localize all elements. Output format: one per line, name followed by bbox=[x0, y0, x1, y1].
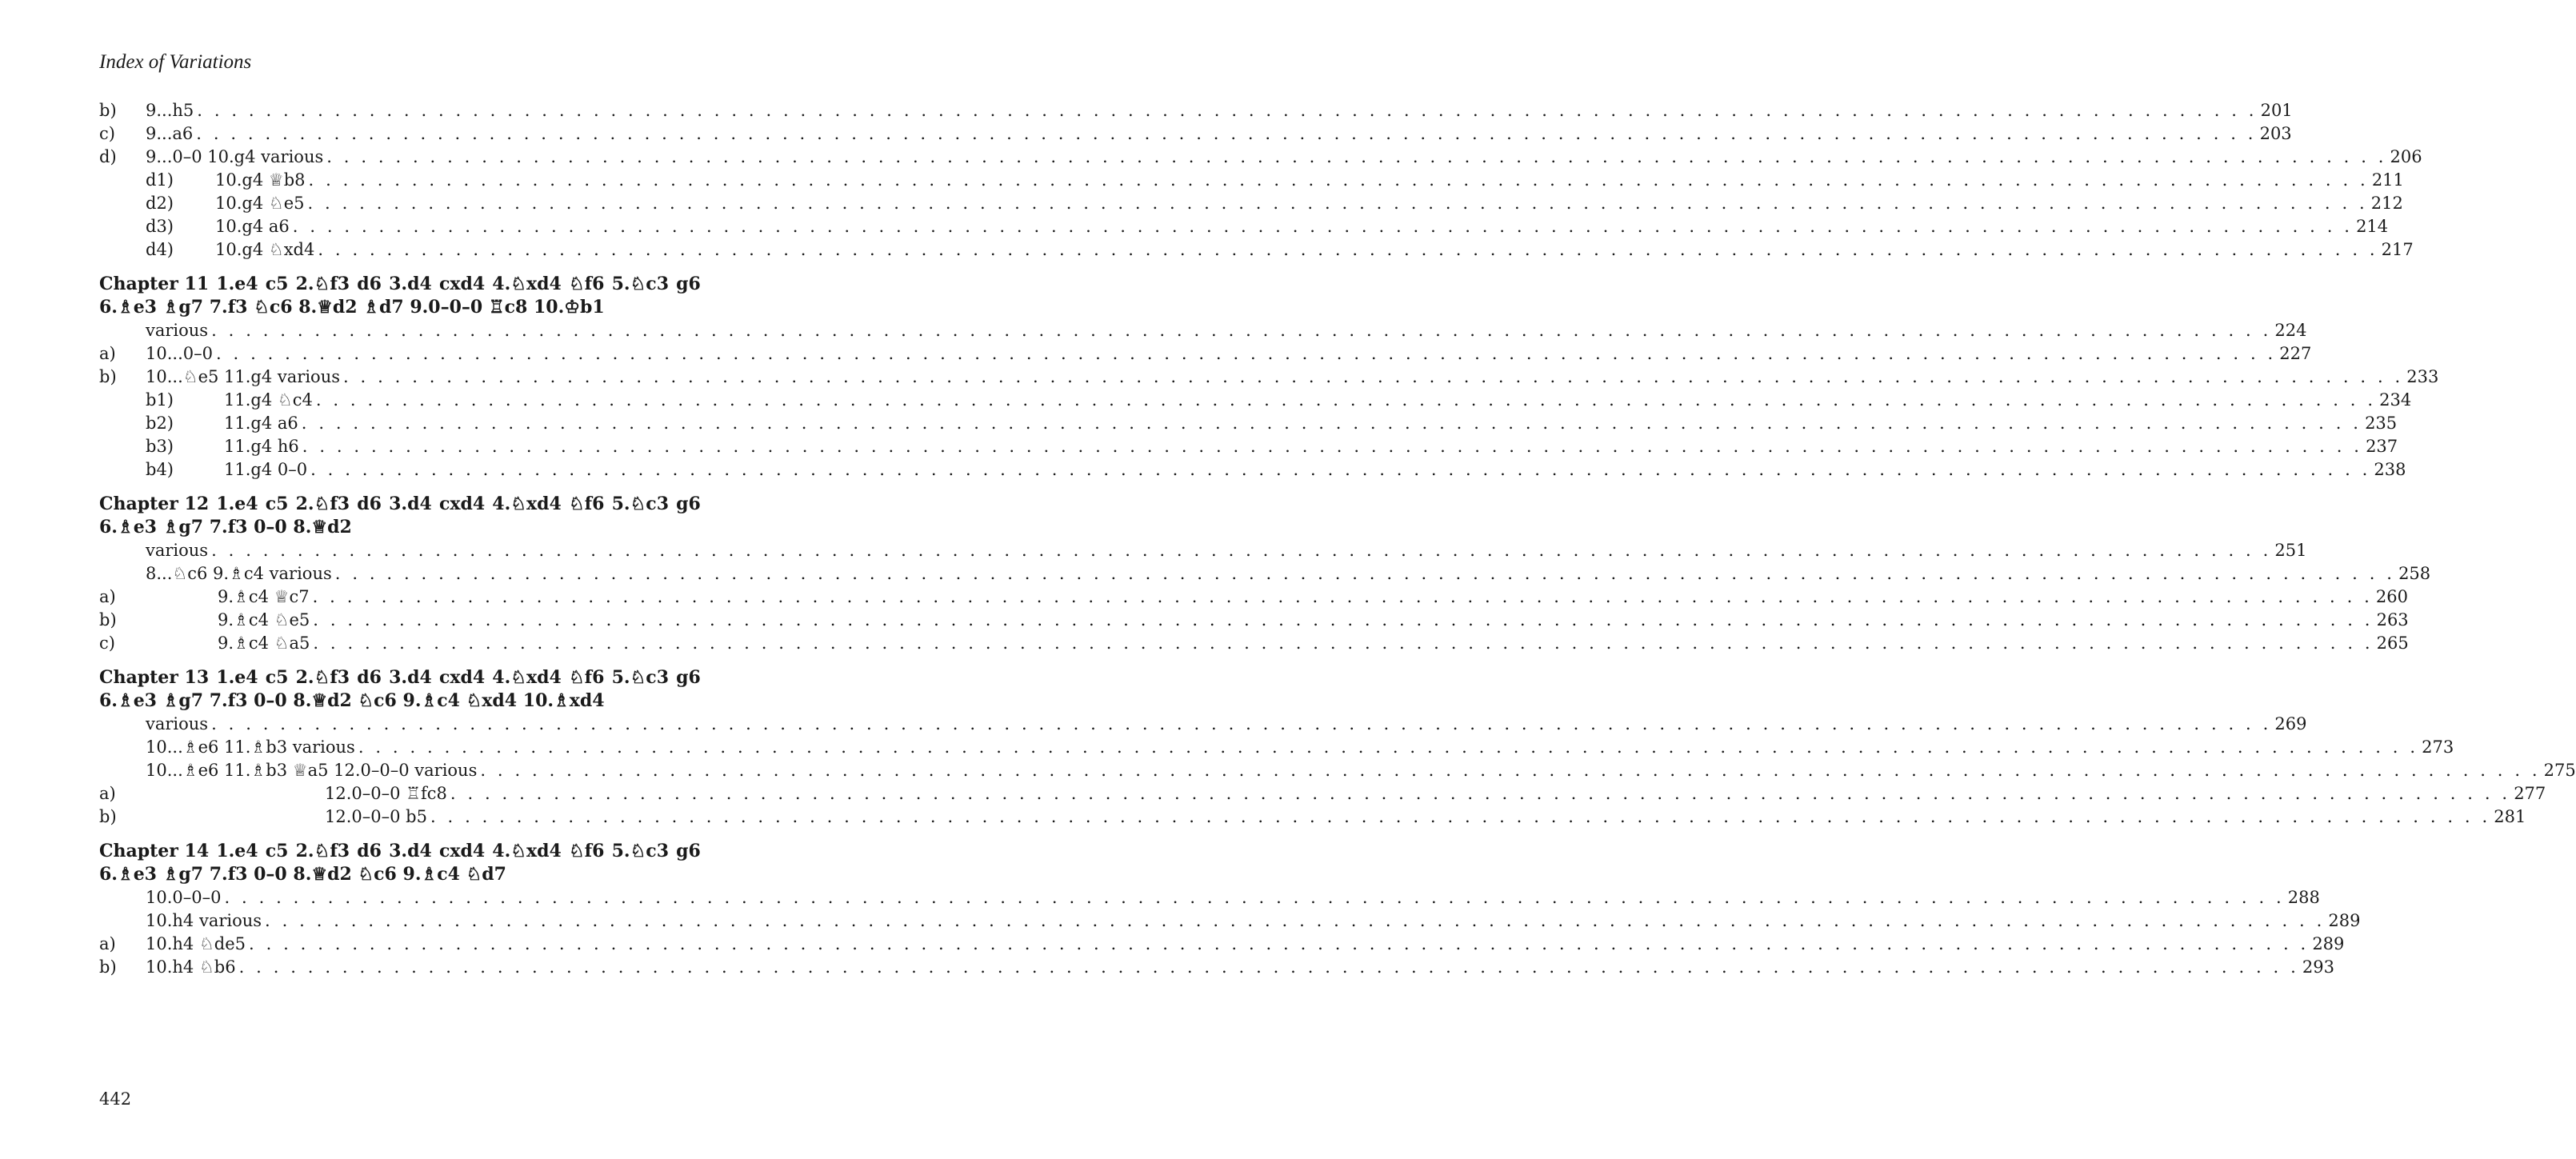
dot-leader: . . . . . . . . . . . . . . . . . . . . . . . . . . . . . . . . . . . . . . . . . . . . . . . . . . . . . . . . . . . . . . . . . . . . . . . . . . . . . . . . . . . . . . . . . . . . . . . . . . . . . . . . . . . . . . . . . . . . . . . . bbox=[358, 737, 2419, 757]
variation-label: b4) bbox=[146, 460, 174, 479]
variation-page-number: 234 bbox=[2376, 389, 2411, 412]
dot-leader: . . . . . . . . . . . . . . . . . . . . . . . . . . . . . . . . . . . . . . . . . . . . . . . . . . . . . . . . . . . . . . . . . . . . . . . . . . . . . . . . . . . . . . . . . . . . . . . . . . . . . . . . . . . . . . . . . . . . . . . . bbox=[310, 460, 2371, 479]
dot-leader: . . . . . . . . . . . . . . . . . . . . . . . . . . . . . . . . . . . . . . . . . . . . . . . . . . . . . . . . . . . . . . . . . . . . . . . . . . . . . . . . . . . . . . . . . . . . . . . . . . . . . . . . . . . . . . . . . . . . . . . . bbox=[430, 807, 2491, 826]
variation-page-number: 211 bbox=[2369, 169, 2404, 192]
variation-entry bbox=[99, 782, 2546, 805]
chapter-move-token: cxd4 bbox=[438, 494, 486, 514]
variation-page-number: 269 bbox=[2271, 713, 2306, 736]
chapter-heading bbox=[99, 840, 701, 886]
variation-line bbox=[146, 366, 2439, 389]
variation-moves: 11.g4 0–0 bbox=[224, 458, 310, 482]
variation-line bbox=[224, 458, 2406, 482]
chapter-heading-line-1 bbox=[99, 666, 701, 689]
dot-leader: . . . . . . . . . . . . . . . . . . . . . . . . . . . . . . . . . . . . . . . . . . . . . . . . . . . . . . . . . . . . . . . . . . . . . . . . . . . . . . . . . . . . . . . . . . . . . . . . . . . . . . . . . . . . . . . . . . . . . . . . bbox=[343, 367, 2404, 386]
chapter-heading bbox=[99, 273, 701, 319]
chapter-move-token: g6 bbox=[676, 841, 701, 861]
variation-page-number: 206 bbox=[2387, 146, 2422, 169]
variation-label: b) bbox=[99, 101, 117, 120]
variation-entry bbox=[99, 238, 2414, 262]
chapter-move-token: 5.♘c3 bbox=[611, 274, 670, 294]
dot-leader: . . . . . . . . . . . . . . . . . . . . . . . . . . . . . . . . . . . . . . . . . . . . . . . . . . . . . . . . . . . . . . . . . . . . . . . . . . . . . . . . . . . . . . . . . . . . . . . . . . . . . . . . . . . . . . . . . . . . . . . . bbox=[211, 714, 2272, 733]
chapter-move-token: 4.♘xd4 bbox=[492, 667, 562, 688]
dot-leader: . . . . . . . . . . . . . . . . . . . . . . . . . . . . . . . . . . . . . . . . . . . . . . . . . . . . . . . . . . . . . . . . . . . . . . . . . . . . . . . . . . . . . . . . . . . . . . . . . . . . . . . . . . . . . . . . . . . . . . . . bbox=[265, 911, 2326, 930]
variation-moves: 9...0–0 10.g4 various bbox=[146, 146, 326, 169]
variation-entry bbox=[99, 805, 2526, 829]
variation-entry bbox=[99, 933, 2345, 956]
variation-line bbox=[146, 99, 2293, 122]
chapter-heading-line-1 bbox=[99, 840, 701, 863]
variation-label: b) bbox=[99, 367, 117, 386]
chapter-move-token: 1.e4 bbox=[216, 494, 258, 514]
variation-label: a) bbox=[99, 784, 116, 803]
variation-entry bbox=[99, 146, 2422, 169]
chapter-move-token: ♘f6 bbox=[568, 274, 605, 294]
chapter-number: Chapter 12 bbox=[99, 494, 210, 514]
variation-moves: 10.g4 ♘e5 bbox=[215, 192, 308, 215]
variation-label: d1) bbox=[146, 170, 174, 190]
variation-moves: 9.♗c4 ♘e5 bbox=[218, 609, 313, 632]
chapter-move-token: 1.e4 bbox=[216, 274, 258, 294]
variation-moves: 9...a6 bbox=[146, 122, 196, 146]
index-of-variations-list bbox=[99, 99, 2576, 979]
variation-entry bbox=[99, 435, 2398, 458]
dot-leader: . . . . . . . . . . . . . . . . . . . . . . . . . . . . . . . . . . . . . . . . . . . . . . . . . . . . . . . . . . . . . . . . . . . . . . . . . . . . . . . . . . . . . . . . . . . . . . . . . . . . . . . . . . . . . . . . . . . . . . . . bbox=[215, 344, 2277, 363]
variation-moves: 10.g4 a6 bbox=[215, 215, 293, 238]
chapter-move-token: 1.e4 bbox=[216, 841, 258, 861]
variation-moves: 9...h5 bbox=[146, 99, 197, 122]
running-header: Index of Variations bbox=[99, 51, 252, 73]
variation-line bbox=[325, 782, 2546, 805]
variation-moves: various bbox=[146, 713, 211, 736]
dot-leader: . . . . . . . . . . . . . . . . . . . . . . . . . . . . . . . . . . . . . . . . . . . . . . . . . . . . . . . . . . . . . . . . . . . . . . . . . . . . . . . . . . . . . . . . . . . . . . . . . . . . . . . . . . . . . . . . . . . . . . . . bbox=[307, 194, 2368, 213]
variation-label: b) bbox=[99, 957, 117, 977]
variation-line bbox=[146, 736, 2454, 759]
variation-entry bbox=[99, 342, 2312, 366]
variation-entry bbox=[99, 539, 2307, 562]
variation-entry bbox=[99, 319, 2307, 342]
variation-moves: 10...♗e6 11.♗b3 ♕a5 12.0–0–0 various bbox=[146, 759, 480, 782]
variation-line bbox=[215, 169, 2404, 192]
variation-line bbox=[146, 713, 2307, 736]
variation-page-number: 238 bbox=[2370, 458, 2406, 482]
variation-page-number: 203 bbox=[2257, 122, 2292, 146]
variation-page-number: 263 bbox=[2374, 609, 2409, 632]
variation-entry bbox=[99, 562, 2431, 585]
variation-page-number: 224 bbox=[2271, 319, 2306, 342]
chapter-heading-line-2: 6.♗e3 ♗g7 7.f3 0–0 8.♕d2 ♘c6 9.♗c4 ♘xd4 10.♗xd4 bbox=[99, 690, 605, 711]
section-gap bbox=[99, 482, 701, 493]
variation-line bbox=[215, 215, 2389, 238]
variation-moves: various bbox=[146, 319, 211, 342]
variation-moves: various bbox=[146, 539, 211, 562]
variation-line bbox=[218, 585, 2408, 609]
variation-entry bbox=[99, 122, 2292, 146]
variation-line bbox=[224, 389, 2412, 412]
variation-moves: 10.g4 ♕b8 bbox=[215, 169, 309, 192]
chapter-heading-line-2: 6.♗e3 ♗g7 7.f3 0–0 8.♕d2 ♘c6 9.♗c4 ♘d7 bbox=[99, 864, 506, 885]
dot-leader: . . . . . . . . . . . . . . . . . . . . . . . . . . . . . . . . . . . . . . . . . . . . . . . . . . . . . . . . . . . . . . . . . . . . . . . . . . . . . . . . . . . . . . . . . . . . . . . . . . . . . . . . . . . . . . . . . . . . . . . . bbox=[313, 633, 2374, 653]
variation-line bbox=[146, 909, 2361, 933]
chapter-move-token: c5 bbox=[265, 667, 289, 688]
chapter-number: Chapter 11 bbox=[99, 274, 210, 294]
chapter-move-token: 5.♘c3 bbox=[611, 494, 670, 514]
chapter-number: Chapter 13 bbox=[99, 667, 210, 688]
chapter-move-token: 5.♘c3 bbox=[611, 841, 670, 861]
variation-label: c) bbox=[99, 124, 115, 143]
variation-entry bbox=[99, 713, 2307, 736]
variation-label: b1) bbox=[146, 390, 174, 410]
variation-line bbox=[146, 342, 2312, 366]
chapter-heading-line-1 bbox=[99, 493, 701, 516]
chapter-move-token: 1.e4 bbox=[216, 667, 258, 688]
chapter-move-token: ♘f6 bbox=[568, 667, 605, 688]
variation-label: d) bbox=[99, 147, 117, 166]
page-number: 442 bbox=[99, 1089, 132, 1109]
chapter-move-token: d6 bbox=[357, 494, 382, 514]
variation-entry bbox=[99, 458, 2406, 482]
variation-entry bbox=[99, 909, 2361, 933]
variation-entry bbox=[99, 609, 2409, 632]
variation-label: d2) bbox=[146, 194, 174, 213]
variation-label: c) bbox=[99, 633, 115, 653]
variation-entry bbox=[99, 886, 2320, 909]
variation-moves: 11.g4 ♘c4 bbox=[224, 389, 316, 412]
variation-line bbox=[146, 886, 2320, 909]
variation-entry bbox=[99, 99, 2293, 122]
chapter-move-token: g6 bbox=[676, 274, 701, 294]
variation-page-number: 289 bbox=[2309, 933, 2344, 956]
variation-label: a) bbox=[99, 587, 116, 606]
variation-moves: 12.0–0–0 ♖fc8 bbox=[325, 782, 450, 805]
dot-leader: . . . . . . . . . . . . . . . . . . . . . . . . . . . . . . . . . . . . . . . . . . . . . . . . . . . . . . . . . . . . . . . . . . . . . . . . . . . . . . . . . . . . . . . . . . . . . . . . . . . . . . . . . . . . . . . . . . . . . . . . bbox=[196, 124, 2257, 143]
chapter-move-token: g6 bbox=[676, 494, 701, 514]
section-gap bbox=[99, 829, 701, 840]
variation-moves: 11.g4 h6 bbox=[224, 435, 302, 458]
chapter-move-token: 3.d4 bbox=[389, 274, 432, 294]
chapter-move-token: cxd4 bbox=[438, 274, 486, 294]
variation-page-number: 235 bbox=[2362, 412, 2397, 435]
variation-moves: 10.g4 ♘xd4 bbox=[215, 238, 318, 262]
variation-entry bbox=[99, 956, 2334, 979]
dot-leader: . . . . . . . . . . . . . . . . . . . . . . . . . . . . . . . . . . . . . . . . . . . . . . . . . . . . . . . . . . . . . . . . . . . . . . . . . . . . . . . . . . . . . . . . . . . . . . . . . . . . . . . . . . . . . . . . . . . . . . . . bbox=[312, 587, 2373, 606]
chapter-move-token: d6 bbox=[357, 667, 382, 688]
variation-moves: 10.h4 ♘de5 bbox=[146, 933, 249, 956]
variation-moves: 8...♘c6 9.♗c4 various bbox=[146, 562, 335, 585]
variation-page-number: 201 bbox=[2258, 99, 2293, 122]
variation-entry bbox=[99, 759, 2576, 782]
variation-page-number: 273 bbox=[2418, 736, 2454, 759]
dot-leader: . . . . . . . . . . . . . . . . . . . . . . . . . . . . . . . . . . . . . . . . . . . . . . . . . . . . . . . . . . . . . . . . . . . . . . . . . . . . . . . . . . . . . . . . . . . . . . . . . . . . . . . . . . . . . . . . . . . . . . . . bbox=[318, 240, 2378, 259]
variation-label: b) bbox=[99, 807, 117, 826]
variation-page-number: 281 bbox=[2490, 805, 2526, 829]
variation-label: b) bbox=[99, 610, 117, 629]
variation-line bbox=[146, 539, 2307, 562]
dot-leader: . . . . . . . . . . . . . . . . . . . . . . . . . . . . . . . . . . . . . . . . . . . . . . . . . . . . . . . . . . . . . . . . . . . . . . . . . . . . . . . . . . . . . . . . . . . . . . . . . . . . . . . . . . . . . . . . . . . . . . . . bbox=[197, 101, 2258, 120]
dot-leader: . . . . . . . . . . . . . . . . . . . . . . . . . . . . . . . . . . . . . . . . . . . . . . . . . . . . . . . . . . . . . . . . . . . . . . . . . . . . . . . . . . . . . . . . . . . . . . . . . . . . . . . . . . . . . . . . . . . . . . . . bbox=[326, 147, 2387, 166]
chapter-move-token: 4.♘xd4 bbox=[492, 274, 562, 294]
variation-entry bbox=[99, 412, 2398, 435]
variation-line bbox=[146, 319, 2307, 342]
variation-page-number: 237 bbox=[2362, 435, 2398, 458]
dot-leader: . . . . . . . . . . . . . . . . . . . . . . . . . . . . . . . . . . . . . . . . . . . . . . . . . . . . . . . . . . . . . . . . . . . . . . . . . . . . . . . . . . . . . . . . . . . . . . . . . . . . . . . . . . . . . . . . . . . . . . . . bbox=[211, 541, 2272, 560]
variation-page-number: 212 bbox=[2368, 192, 2403, 215]
variation-line bbox=[325, 805, 2526, 829]
chapter-move-token: 2.♘f3 bbox=[295, 274, 350, 294]
dot-leader: . . . . . . . . . . . . . . . . . . . . . . . . . . . . . . . . . . . . . . . . . . . . . . . . . . . . . . . . . . . . . . . . . . . . . . . . . . . . . . . . . . . . . . . . . . . . . . . . . . . . . . . . . . . . . . . . . . . . . . . . bbox=[224, 888, 2285, 907]
variation-moves: 10.h4 various bbox=[146, 909, 265, 933]
variation-line bbox=[215, 238, 2414, 262]
variation-line bbox=[218, 609, 2409, 632]
variation-moves: 9.♗c4 ♘a5 bbox=[218, 632, 313, 655]
variation-entry bbox=[99, 215, 2389, 238]
chapter-move-token: 5.♘c3 bbox=[611, 667, 670, 688]
variation-page-number: 289 bbox=[2325, 909, 2360, 933]
dot-leader: . . . . . . . . . . . . . . . . . . . . . . . . . . . . . . . . . . . . . . . . . . . . . . . . . . . . . . . . . . . . . . . . . . . . . . . . . . . . . . . . . . . . . . . . . . . . . . . . . . . . . . . . . . . . . . . . . . . . . . . . bbox=[292, 217, 2354, 236]
variation-moves: 10.h4 ♘b6 bbox=[146, 956, 239, 979]
variation-entry bbox=[99, 366, 2439, 389]
chapter-move-token: 3.d4 bbox=[389, 841, 432, 861]
variation-page-number: 233 bbox=[2403, 366, 2438, 389]
variation-line bbox=[218, 632, 2409, 655]
variation-entry bbox=[99, 192, 2403, 215]
variation-line bbox=[146, 122, 2292, 146]
variation-line bbox=[146, 146, 2422, 169]
dot-leader: . . . . . . . . . . . . . . . . . . . . . . . . . . . . . . . . . . . . . . . . . . . . . . . . . . . . . . . . . . . . . . . . . . . . . . . . . . . . . . . . . . . . . . . . . . . . . . . . . . . . . . . . . . . . . . . . . . . . . . . . bbox=[480, 761, 2541, 780]
chapter-move-token: ♘f6 bbox=[568, 494, 605, 514]
variation-page-number: 258 bbox=[2395, 562, 2430, 585]
dot-leader: . . . . . . . . . . . . . . . . . . . . . . . . . . . . . . . . . . . . . . . . . . . . . . . . . . . . . . . . . . . . . . . . . . . . . . . . . . . . . . . . . . . . . . . . . . . . . . . . . . . . . . . . . . . . . . . . . . . . . . . . bbox=[302, 437, 2363, 456]
variation-moves: 12.0–0–0 b5 bbox=[325, 805, 430, 829]
variation-line bbox=[146, 562, 2431, 585]
dot-leader: . . . . . . . . . . . . . . . . . . . . . . . . . . . . . . . . . . . . . . . . . . . . . . . . . . . . . . . . . . . . . . . . . . . . . . . . . . . . . . . . . . . . . . . . . . . . . . . . . . . . . . . . . . . . . . . . . . . . . . . . bbox=[308, 170, 2369, 190]
chapter-move-token: 3.d4 bbox=[389, 494, 432, 514]
chapter-heading bbox=[99, 666, 701, 713]
index-section bbox=[99, 99, 2422, 262]
variation-moves: 9.♗c4 ♕c7 bbox=[218, 585, 313, 609]
chapter-heading bbox=[99, 493, 701, 539]
variation-label: b3) bbox=[146, 437, 174, 456]
chapter-move-token: c5 bbox=[265, 274, 289, 294]
dot-leader: . . . . . . . . . . . . . . . . . . . . . . . . . . . . . . . . . . . . . . . . . . . . . . . . . . . . . . . . . . . . . . . . . . . . . . . . . . . . . . . . . . . . . . . . . . . . . . . . . . . . . . . . . . . . . . . . . . . . . . . . bbox=[249, 934, 2310, 953]
chapter-move-token: c5 bbox=[265, 494, 289, 514]
variation-page-number: 214 bbox=[2353, 215, 2388, 238]
index-section bbox=[99, 655, 2576, 829]
chapter-move-token: 3.d4 bbox=[389, 667, 432, 688]
chapter-move-token: 4.♘xd4 bbox=[492, 494, 562, 514]
chapter-move-token: 2.♘f3 bbox=[295, 494, 350, 514]
variation-page-number: 293 bbox=[2299, 956, 2334, 979]
index-section bbox=[99, 262, 2439, 482]
variation-line bbox=[146, 759, 2576, 782]
chapter-move-token: 4.♘xd4 bbox=[492, 841, 562, 861]
dot-leader: . . . . . . . . . . . . . . . . . . . . . . . . . . . . . . . . . . . . . . . . . . . . . . . . . . . . . . . . . . . . . . . . . . . . . . . . . . . . . . . . . . . . . . . . . . . . . . . . . . . . . . . . . . . . . . . . . . . . . . . . bbox=[211, 321, 2272, 340]
variation-page-number: 260 bbox=[2373, 585, 2408, 609]
variation-page-number: 277 bbox=[2510, 782, 2546, 805]
variation-label: d4) bbox=[146, 240, 174, 259]
chapter-heading-line-2: 6.♗e3 ♗g7 7.f3 0–0 8.♕d2 bbox=[99, 517, 352, 538]
variation-line bbox=[146, 933, 2345, 956]
chapter-move-token: c5 bbox=[265, 841, 289, 861]
dot-leader: . . . . . . . . . . . . . . . . . . . . . . . . . . . . . . . . . . . . . . . . . . . . . . . . . . . . . . . . . . . . . . . . . . . . . . . . . . . . . . . . . . . . . . . . . . . . . . . . . . . . . . . . . . . . . . . . . . . . . . . . bbox=[301, 414, 2362, 433]
chapter-heading-line-1 bbox=[99, 273, 701, 296]
variation-entry bbox=[99, 585, 2408, 609]
variation-moves: 10...0–0 bbox=[146, 342, 216, 366]
index-section bbox=[99, 482, 2431, 655]
variation-page-number: 288 bbox=[2285, 886, 2320, 909]
variation-page-number: 275 bbox=[2541, 759, 2576, 782]
chapter-move-token: d6 bbox=[357, 841, 382, 861]
variation-moves: 10...♗e6 11.♗b3 various bbox=[146, 736, 358, 759]
chapter-move-token: cxd4 bbox=[438, 667, 486, 688]
variation-line bbox=[224, 435, 2398, 458]
chapter-number: Chapter 14 bbox=[99, 841, 210, 861]
chapter-move-token: 2.♘f3 bbox=[295, 667, 350, 688]
variation-entry bbox=[99, 632, 2409, 655]
chapter-move-token: g6 bbox=[676, 667, 701, 688]
chapter-move-token: 2.♘f3 bbox=[295, 841, 350, 861]
variation-line bbox=[146, 956, 2334, 979]
dot-leader: . . . . . . . . . . . . . . . . . . . . . . . . . . . . . . . . . . . . . . . . . . . . . . . . . . . . . . . . . . . . . . . . . . . . . . . . . . . . . . . . . . . . . . . . . . . . . . . . . . . . . . . . . . . . . . . . . . . . . . . . bbox=[450, 784, 2511, 803]
variation-entry bbox=[99, 736, 2454, 759]
variation-moves: 10.0–0–0 bbox=[146, 886, 224, 909]
variation-page-number: 227 bbox=[2276, 342, 2311, 366]
variation-line bbox=[215, 192, 2403, 215]
chapter-heading-line-2: 6.♗e3 ♗g7 7.f3 ♘c6 8.♕d2 ♗d7 9.0–0–0 ♖c8 10.♔b1 bbox=[99, 297, 605, 318]
variation-label: a) bbox=[99, 934, 116, 953]
variation-label: d3) bbox=[146, 217, 174, 236]
section-gap bbox=[99, 262, 701, 273]
dot-leader: . . . . . . . . . . . . . . . . . . . . . . . . . . . . . . . . . . . . . . . . . . . . . . . . . . . . . . . . . . . . . . . . . . . . . . . . . . . . . . . . . . . . . . . . . . . . . . . . . . . . . . . . . . . . . . . . . . . . . . . . bbox=[315, 390, 2377, 410]
dot-leader: . . . . . . . . . . . . . . . . . . . . . . . . . . . . . . . . . . . . . . . . . . . . . . . . . . . . . . . . . . . . . . . . . . . . . . . . . . . . . . . . . . . . . . . . . . . . . . . . . . . . . . . . . . . . . . . . . . . . . . . . bbox=[238, 957, 2299, 977]
variation-moves: 11.g4 a6 bbox=[224, 412, 302, 435]
variation-page-number: 265 bbox=[2374, 632, 2409, 655]
variation-line bbox=[224, 412, 2398, 435]
variation-label: a) bbox=[99, 344, 116, 363]
variation-label: b2) bbox=[146, 414, 174, 433]
chapter-move-token: d6 bbox=[357, 274, 382, 294]
index-section bbox=[99, 829, 2361, 979]
variation-page-number: 217 bbox=[2378, 238, 2414, 262]
variation-entry bbox=[99, 169, 2404, 192]
variation-entry bbox=[99, 389, 2412, 412]
dot-leader: . . . . . . . . . . . . . . . . . . . . . . . . . . . . . . . . . . . . . . . . . . . . . . . . . . . . . . . . . . . . . . . . . . . . . . . . . . . . . . . . . . . . . . . . . . . . . . . . . . . . . . . . . . . . . . . . . . . . . . . . bbox=[313, 610, 2374, 629]
variation-moves: 10...♘e5 11.g4 various bbox=[146, 366, 343, 389]
section-gap bbox=[99, 655, 701, 666]
chapter-move-token: ♘f6 bbox=[568, 841, 605, 861]
chapter-move-token: cxd4 bbox=[438, 841, 486, 861]
dot-leader: . . . . . . . . . . . . . . . . . . . . . . . . . . . . . . . . . . . . . . . . . . . . . . . . . . . . . . . . . . . . . . . . . . . . . . . . . . . . . . . . . . . . . . . . . . . . . . . . . . . . . . . . . . . . . . . . . . . . . . . . bbox=[334, 564, 2396, 583]
variation-page-number: 251 bbox=[2271, 539, 2306, 562]
